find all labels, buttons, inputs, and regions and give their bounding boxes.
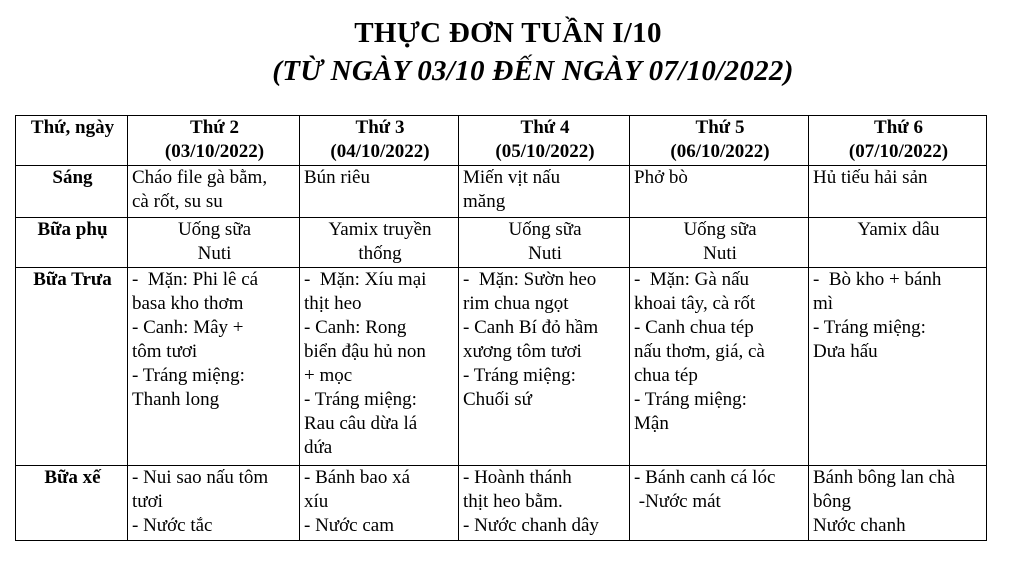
meal-line: - Nước cam [304,515,394,536]
meal-line: thịt heo bằm. [463,491,563,512]
meal-line: Phở bò [634,167,688,188]
meal-line: cà rốt, su su [132,191,223,212]
meal-line: thống [358,243,402,264]
meal-line: Yamix truyền [328,219,432,240]
meal-line: Uống sữa [177,219,252,240]
row-label-breakfast: Sáng [16,166,128,218]
meal-line: basa kho thơm [132,293,244,314]
meal-line: tươi [132,491,163,512]
meal-line: Nuti [197,243,232,264]
meal-line: Cháo file gà bằm, [132,167,268,188]
meal-cell [630,466,809,541]
meal-line: Mận [634,413,669,434]
meal-cell [630,166,809,218]
meal-line: xương tôm tươi [463,341,582,362]
corner-header: Thứ, ngày [16,116,128,166]
meal-line: - Canh: Mây + [132,317,244,338]
meal-line: - Canh: Rong [304,317,407,338]
meal-line: nấu thơm, giá, cà [634,341,765,362]
meal-line: + mọc [304,365,353,386]
meal-line: Nuti [528,243,562,264]
meal-line: - Nui sao nấu tôm [132,467,269,488]
meal-line: - Mặn: Xíu mại [304,269,427,290]
day-name: Thứ 3 [355,117,405,138]
meal-line: - Canh chua tép [634,317,754,338]
day-header-tue [300,116,459,166]
header-row [16,116,987,166]
meal-line: Nuti [703,243,737,264]
day-header-fri [809,116,987,166]
meal-line: - Mặn: Phi lê cá [132,269,259,290]
day-name: Thứ 4 [520,117,570,138]
day-header-mon [128,116,300,166]
day-name: Thứ 5 [695,117,745,138]
meal-cell [128,218,300,268]
day-name: Thứ 6 [874,117,923,138]
meal-cell [300,466,459,541]
meal-cell [128,268,300,466]
meal-line: - Mặn: Sườn heo [463,269,597,290]
meal-cell [128,166,300,218]
row-label-snack: Bữa phụ [16,218,128,268]
meal-line: Uống sữa [683,219,757,240]
meal-line: - Hoành thánh [463,467,572,488]
row-lunch [16,268,987,466]
meal-cell [128,466,300,541]
day-date: (06/10/2022) [670,141,770,162]
meal-line: - Nước chanh dây [463,515,599,536]
meal-line: Miến vịt nấu [463,167,561,188]
day-header-wed [459,116,630,166]
meal-line: - Canh Bí đỏ hầm [463,317,599,338]
meal-line: thịt heo [304,293,362,314]
meal-line: khoai tây, cà rốt [634,293,756,314]
menu-table [15,115,987,541]
meal-line: mì [813,293,834,314]
meal-line: chua tép [634,365,698,386]
meal-cell [459,166,630,218]
row-afternoon-snack [16,466,987,541]
meal-cell [809,166,987,218]
meal-line: biển đậu hủ non [304,341,426,362]
meal-cell [809,466,987,541]
meal-line: măng [463,191,506,212]
meal-line: - Bò kho + bánh [813,269,942,290]
meal-line: - Nước tắc [132,515,213,536]
meal-cell [300,166,459,218]
meal-line: dứa [304,437,333,458]
meal-line: - Bánh bao xá [304,467,411,488]
meal-line: - Bánh canh cá lóc [634,467,776,488]
meal-line: Rau câu dừa lá [304,413,418,434]
meal-line: Uống sữa [508,219,582,240]
meal-cell [300,268,459,466]
meal-cell [459,218,630,268]
meal-cell [809,268,987,466]
meal-line: Hủ tiếu hải sản [813,167,928,188]
meal-line: xíu [304,491,329,512]
meal-line: Bún riêu [304,167,370,188]
meal-line: Bánh bông lan chà [813,467,955,488]
meal-line: - Mặn: Gà nấu [634,269,750,290]
page-title: THỰC ĐƠN TUẦN I/10 [354,17,662,49]
meal-line: - Tráng miệng: [132,365,245,386]
meal-line: Chuối sứ [463,389,532,410]
meal-line: Thanh long [132,389,220,410]
meal-line: bông [813,491,851,512]
meal-line: - Tráng miệng: [304,389,417,410]
row-snack [16,218,987,268]
day-name: Thứ 2 [190,117,239,138]
meal-line: rim chua ngọt [463,293,569,314]
meal-cell [630,268,809,466]
meal-cell [459,466,630,541]
meal-line: Nước chanh [813,515,906,536]
meal-line: tôm tươi [132,341,198,362]
row-label-lunch: Bữa Trưa [16,268,128,466]
meal-cell [630,218,809,268]
day-date: (05/10/2022) [495,141,595,162]
day-date: (07/10/2022) [848,141,949,162]
meal-cell [459,268,630,466]
meal-cell [300,218,459,268]
meal-line: Yamix dâu [857,219,940,240]
meal-line: -Nước mát [634,491,721,512]
day-header-thu [630,116,809,166]
meal-cell [809,218,987,268]
meal-line: Dưa hấu [813,341,878,362]
row-label-afternoon-snack: Bữa xế [16,466,128,541]
page-subtitle: (TỪ NGÀY 03/10 ĐẾN NGÀY 07/10/2022) [272,55,794,87]
meal-line: - Tráng miệng: [463,365,576,386]
row-breakfast [16,166,987,218]
day-date: (04/10/2022) [330,141,430,162]
meal-line: - Tráng miệng: [813,317,926,338]
meal-line: - Tráng miệng: [634,389,747,410]
day-date: (03/10/2022) [164,141,265,162]
